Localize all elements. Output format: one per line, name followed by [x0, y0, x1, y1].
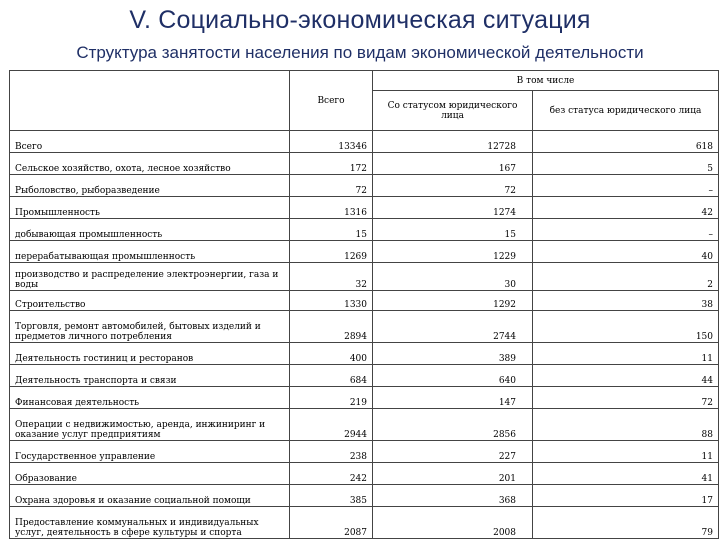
- row-total: 238: [290, 441, 373, 463]
- row-without-status: 41: [533, 463, 719, 485]
- row-total: 385: [290, 485, 373, 507]
- row-total: 2894: [290, 311, 373, 343]
- row-without-status: 618: [533, 131, 719, 153]
- row-total: 219: [290, 387, 373, 409]
- header-total: Всего: [290, 71, 373, 131]
- table-row: [10, 219, 719, 241]
- row-with-status: 30: [373, 263, 533, 291]
- row-label: Сельское хозяйство, охота, лесное хозяйство: [10, 153, 290, 175]
- row-with-status: 2856: [373, 409, 533, 441]
- header-group: В том числе: [373, 71, 719, 91]
- row-total: 684: [290, 365, 373, 387]
- row-with-status: 1274: [373, 197, 533, 219]
- row-without-status: 2: [533, 263, 719, 291]
- header-blank-cell: [10, 71, 290, 131]
- employment-table: [9, 70, 719, 539]
- row-total: 400: [290, 343, 373, 365]
- row-without-status: 79: [533, 507, 719, 539]
- row-with-status: 201: [373, 463, 533, 485]
- row-label: Финансовая деятельность: [10, 387, 290, 409]
- row-with-status: 368: [373, 485, 533, 507]
- row-label: Образование: [10, 463, 290, 485]
- row-total: 1269: [290, 241, 373, 263]
- row-label: добывающая промышленность: [10, 219, 290, 241]
- table-row: [10, 507, 719, 539]
- table-row: [10, 441, 719, 463]
- row-with-status: 2744: [373, 311, 533, 343]
- row-with-status: 167: [373, 153, 533, 175]
- table-row: [10, 343, 719, 365]
- row-label: Государственное управление: [10, 441, 290, 463]
- row-with-status: 2008: [373, 507, 533, 539]
- row-total: 15: [290, 219, 373, 241]
- table-row: [10, 263, 719, 291]
- row-label: Деятельность транспорта и связи: [10, 365, 290, 387]
- row-without-status: 44: [533, 365, 719, 387]
- table-row: [10, 409, 719, 441]
- row-label: Деятельность гостиниц и ресторанов: [10, 343, 290, 365]
- header-with-status: Со статусом юридического лица: [373, 91, 533, 131]
- row-with-status: 227: [373, 441, 533, 463]
- page-title: V. Социально-экономическая ситуация: [129, 6, 591, 34]
- row-with-status: 389: [373, 343, 533, 365]
- table-row: [10, 197, 719, 219]
- table-row: [10, 241, 719, 263]
- row-total: 2944: [290, 409, 373, 441]
- page-subtitle: Структура занятости населения по видам экономической деятельности: [76, 43, 644, 62]
- row-with-status: 640: [373, 365, 533, 387]
- table-row: [10, 463, 719, 485]
- table-row: [10, 311, 719, 343]
- table-row: [10, 387, 719, 409]
- row-label: Всего: [10, 131, 290, 153]
- row-label: Операции с недвижимостью, аренда, инжиниринг и оказание услуг предприятиям: [10, 409, 290, 441]
- row-with-status: 1292: [373, 291, 533, 311]
- row-without-status: 150: [533, 311, 719, 343]
- row-label: производство и распределение электроэнергии, газа и воды: [10, 263, 290, 291]
- row-without-status: 5: [533, 153, 719, 175]
- row-label: Рыболовство, рыборазведение: [10, 175, 290, 197]
- row-label: Охрана здоровья и оказание социальной помощи: [10, 485, 290, 507]
- row-without-status: 11: [533, 441, 719, 463]
- table-row: [10, 291, 719, 311]
- row-total: 242: [290, 463, 373, 485]
- table-row: [10, 175, 719, 197]
- row-with-status: 15: [373, 219, 533, 241]
- row-total: 32: [290, 263, 373, 291]
- row-without-status: 38: [533, 291, 719, 311]
- row-total: 1316: [290, 197, 373, 219]
- table-row: [10, 131, 719, 153]
- row-without-status: –: [533, 219, 719, 241]
- row-total: 72: [290, 175, 373, 197]
- row-total: 172: [290, 153, 373, 175]
- table-row: [10, 153, 719, 175]
- row-total: 13346: [290, 131, 373, 153]
- header-without-status: без статуса юридического лица: [533, 91, 719, 131]
- row-with-status: 1229: [373, 241, 533, 263]
- row-with-status: 147: [373, 387, 533, 409]
- row-without-status: 72: [533, 387, 719, 409]
- row-without-status: 17: [533, 485, 719, 507]
- row-label: Промышленность: [10, 197, 290, 219]
- row-label: Предоставление коммунальных и индивидуальных услуг, деятельность в сфере культуры и спорта: [10, 507, 290, 539]
- row-with-status: 72: [373, 175, 533, 197]
- row-total: 2087: [290, 507, 373, 539]
- row-total: 1330: [290, 291, 373, 311]
- row-without-status: 40: [533, 241, 719, 263]
- table-row: [10, 485, 719, 507]
- row-with-status: 12728: [373, 131, 533, 153]
- row-label: Торговля, ремонт автомобилей, бытовых изделий и предметов личного потребления: [10, 311, 290, 343]
- row-without-status: 42: [533, 197, 719, 219]
- row-label: перерабатывающая промышленность: [10, 241, 290, 263]
- row-label: Строительство: [10, 291, 290, 311]
- row-without-status: –: [533, 175, 719, 197]
- row-without-status: 88: [533, 409, 719, 441]
- table-row: [10, 365, 719, 387]
- row-without-status: 11: [533, 343, 719, 365]
- table-header-row: [10, 71, 719, 91]
